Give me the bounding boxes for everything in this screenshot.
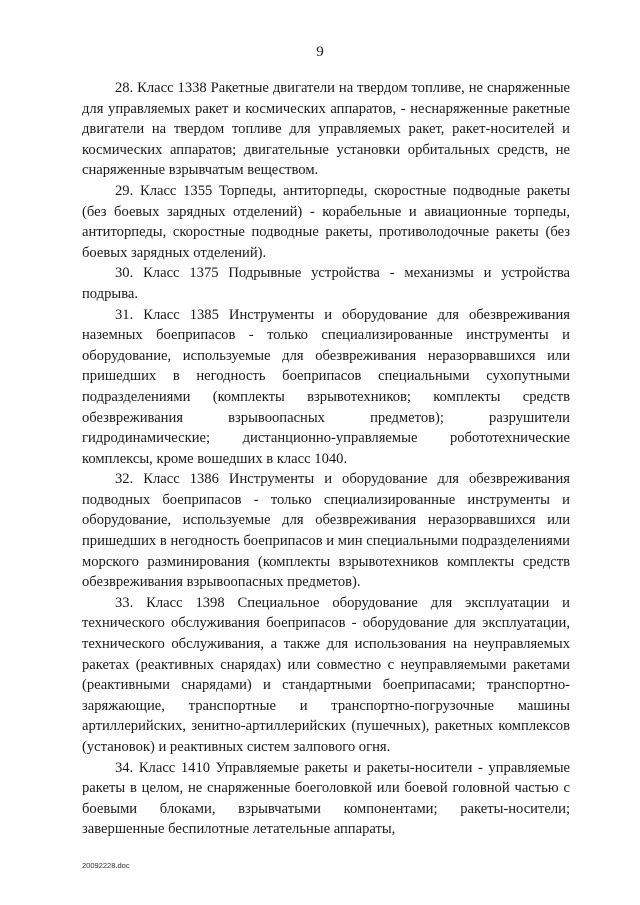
paragraph-34: 34. Класс 1410 Управляемые ракеты и ракеты-носители - управляемые ракеты в целом, не снаряженные боеголовкой или боевой головной частью с боевыми блоками, взрывчатыми компонентами; ракеты-носители; завершенные беспилотные летательные аппараты, [82,759,570,838]
paragraph-33: 33. Класс 1398 Специальное оборудование для эксплуатации и технического обслуживания боеприпасов - оборудование для эксплуатации, технического обслуживания, а также для использования на неуправляемых ракетах (реактивных снарядах) или совместно с неуправляемыми ракетами (реактивными снарядами) и стандартными боеприпасами; транспортно-заряжающие, транспортные и транспортно-погрузочные машины артиллерийских, зенитно-артиллерийских (пушечных), ракетных комплексов (установок) и реактивных систем залпового огня. [82,594,570,755]
paragraph-31: 31. Класс 1385 Инструменты и оборудование для обезвреживания наземных боеприпасов - только специализированные инструменты и оборудование, используемые для обезвреживания неразорвавшихся или пришедших в негодность боеприпасов специальными сухопутными подразделениями (комплекты взрывотехников; комплекты средств обезвреживания взрывоопасных предметов); разрушители гидродинамические; дистанционно-управляемые робототехнические комплексы, кроме вошедших в класс 1040. [82,306,570,467]
paragraph-30: 30. Класс 1375 Подрывные устройства - механизмы и устройства подрыва. [82,265,570,302]
paragraph-29: 29. Класс 1355 Торпеды, антиторпеды, скоростные подводные ракеты (без боевых зарядных отделений) - корабельные и авиационные торпеды, антиторпеды, скоростные подводные ракеты, противолодочные ракеты (без боевых зарядных отделений). [82,182,570,261]
page-number: 9 [316,44,324,60]
footer-filename: 20092228.doc [82,861,130,870]
document-body [82,78,570,840]
paragraph-28: 28. Класс 1338 Ракетные двигатели на твердом топливе, не снаряженные для управляемых ракет и космических аппаратов, - неснаряженные ракетные двигатели на твердом топливе для управляемых ракет, ракет-носителей и космических аппаратов; двигательные установки орбитальных средств, не снаряженные взрывчатым веществом. [82,80,570,179]
paragraph-32: 32. Класс 1386 Инструменты и оборудование для обезвреживания подводных боеприпасов - только специализированные инструменты и оборудование, используемые для обезвреживания неразорвавшихся или пришедших в негодность боеприпасов и мин специальными подразделениями морского разминирования (комплекты взрывотехников комплекты средств обезвреживания взрывоопасных предметов). [82,471,570,591]
